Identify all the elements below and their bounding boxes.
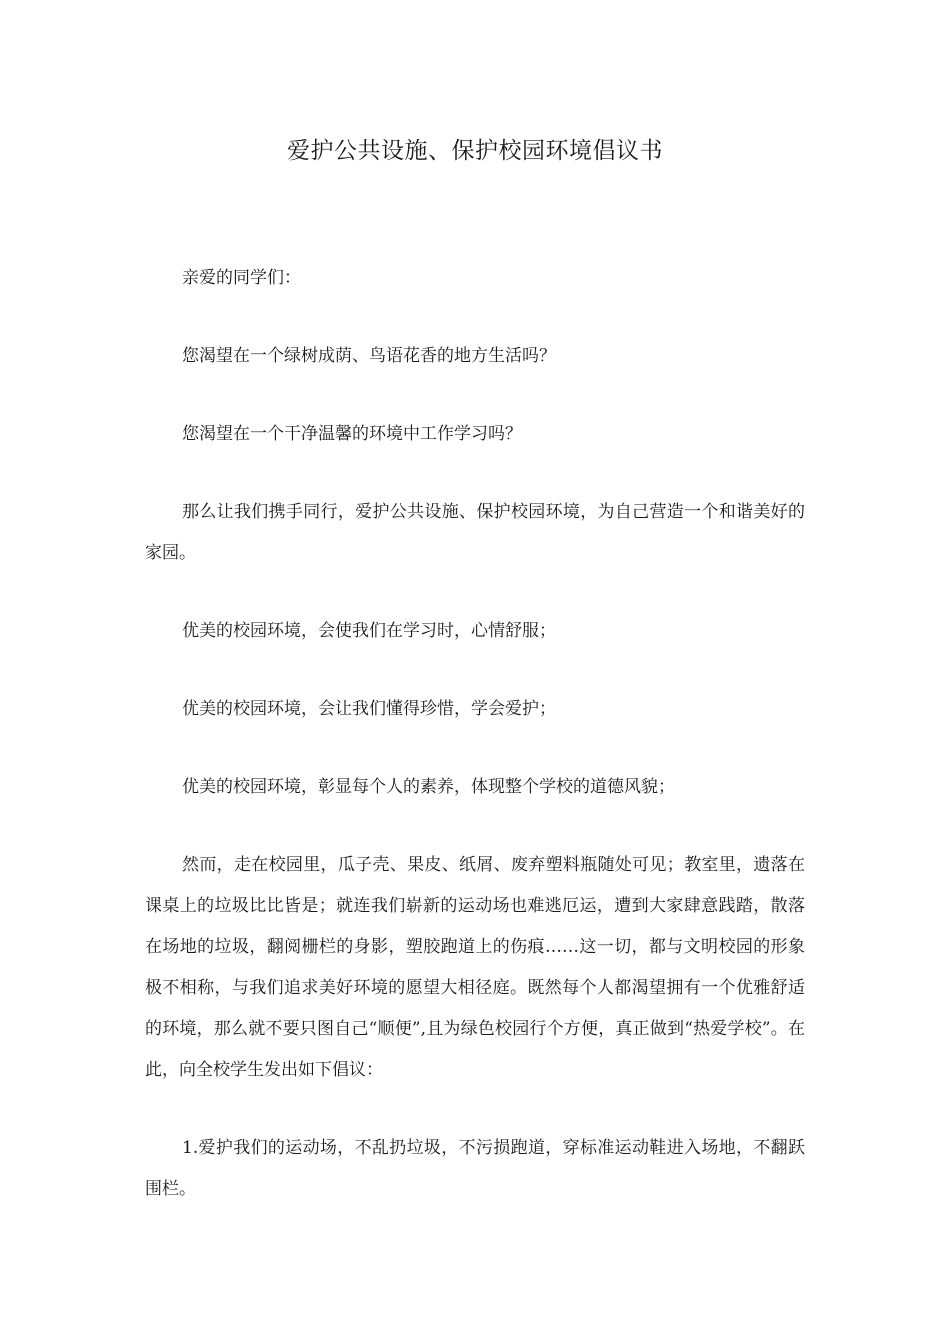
greeting-paragraph: 亲爱的同学们：	[182, 268, 301, 288]
question-paragraph-1: 您渴望在一个绿树成荫、鸟语花香的地方生活吗？	[182, 346, 556, 366]
document-title: 爱护公共设施、保护校园环境倡议书	[287, 138, 663, 164]
environment-paragraph-1: 优美的校园环境，会使我们在学习时，心情舒服；	[182, 621, 556, 641]
problem-paragraph: 然而，走在校园里，瓜子壳、果皮、纸屑、废弃塑料瓶随处可见；教室里，遗落在课桌上的垃圾比比皆是；就连我们崭新的运动场也难逃厄运，遭到大家肆意践踏，散落在场地的垃圾，翻阅栅栏的身影，塑胶跑道上的伤痕……这一切，都与文明校园的形象极不相称，与我们追求美好环境的愿望大相径庭。既然每个人都渴望拥有一个优雅舒适的环境，那么就不要只图自己“顺便”,且为绿色校园行个方便，真正做到“热爱学校”。在此，向全校学生发出如下倡议：	[145, 855, 805, 1080]
question-paragraph-2: 您渴望在一个干净温馨的环境中工作学习吗？	[182, 424, 522, 444]
call-to-action-paragraph: 那么让我们携手同行，爱护公共设施、保护校园环境，为自己营造一个和谐美好的家园。	[145, 502, 805, 563]
proposal-item-1: 1.爱护我们的运动场，不乱扔垃圾，不污损跑道，穿标准运动鞋进入场地，不翻跃围栏。	[145, 1138, 805, 1199]
document-body	[145, 258, 805, 1247]
environment-paragraph-2: 优美的校园环境，会让我们懂得珍惜，学会爱护；	[182, 699, 556, 719]
environment-paragraph-3: 优美的校园环境，彰显每个人的素养，体现整个学校的道德风貌；	[182, 777, 675, 797]
